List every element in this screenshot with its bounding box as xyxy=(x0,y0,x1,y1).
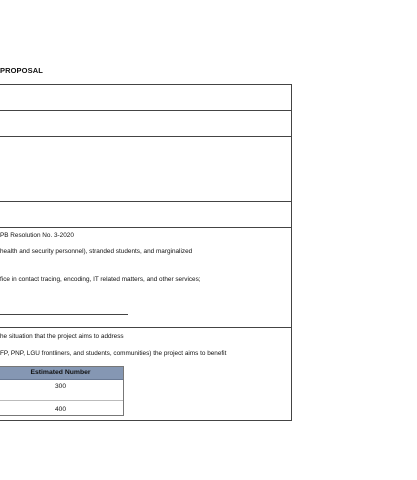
resolution-text: PB Resolution No. 3-2020 xyxy=(0,232,74,239)
form-row-1 xyxy=(0,84,292,111)
table-cell: 400 xyxy=(54,406,66,413)
benefit-text: FP, PNP, LGU frontliners, and students, communities) the project aims to benefit xyxy=(0,350,227,357)
beneficiaries-text: health and security personnel), stranded students, and marginalized xyxy=(0,248,193,255)
estimated-number-table xyxy=(0,366,124,416)
table-row-divider xyxy=(0,400,123,401)
signature-line xyxy=(0,314,128,315)
form-row-3 xyxy=(0,136,292,202)
table-header: Estimated Number xyxy=(0,367,123,380)
document-title: PROPOSAL xyxy=(0,66,43,75)
situation-text: he situation that the project aims to address xyxy=(0,333,124,340)
table-cell: 300 xyxy=(54,383,66,390)
services-text: fice in contact tracing, encoding, IT related matters, and other services; xyxy=(0,276,201,283)
form-row-4 xyxy=(0,201,292,228)
form-row-2 xyxy=(0,110,292,137)
